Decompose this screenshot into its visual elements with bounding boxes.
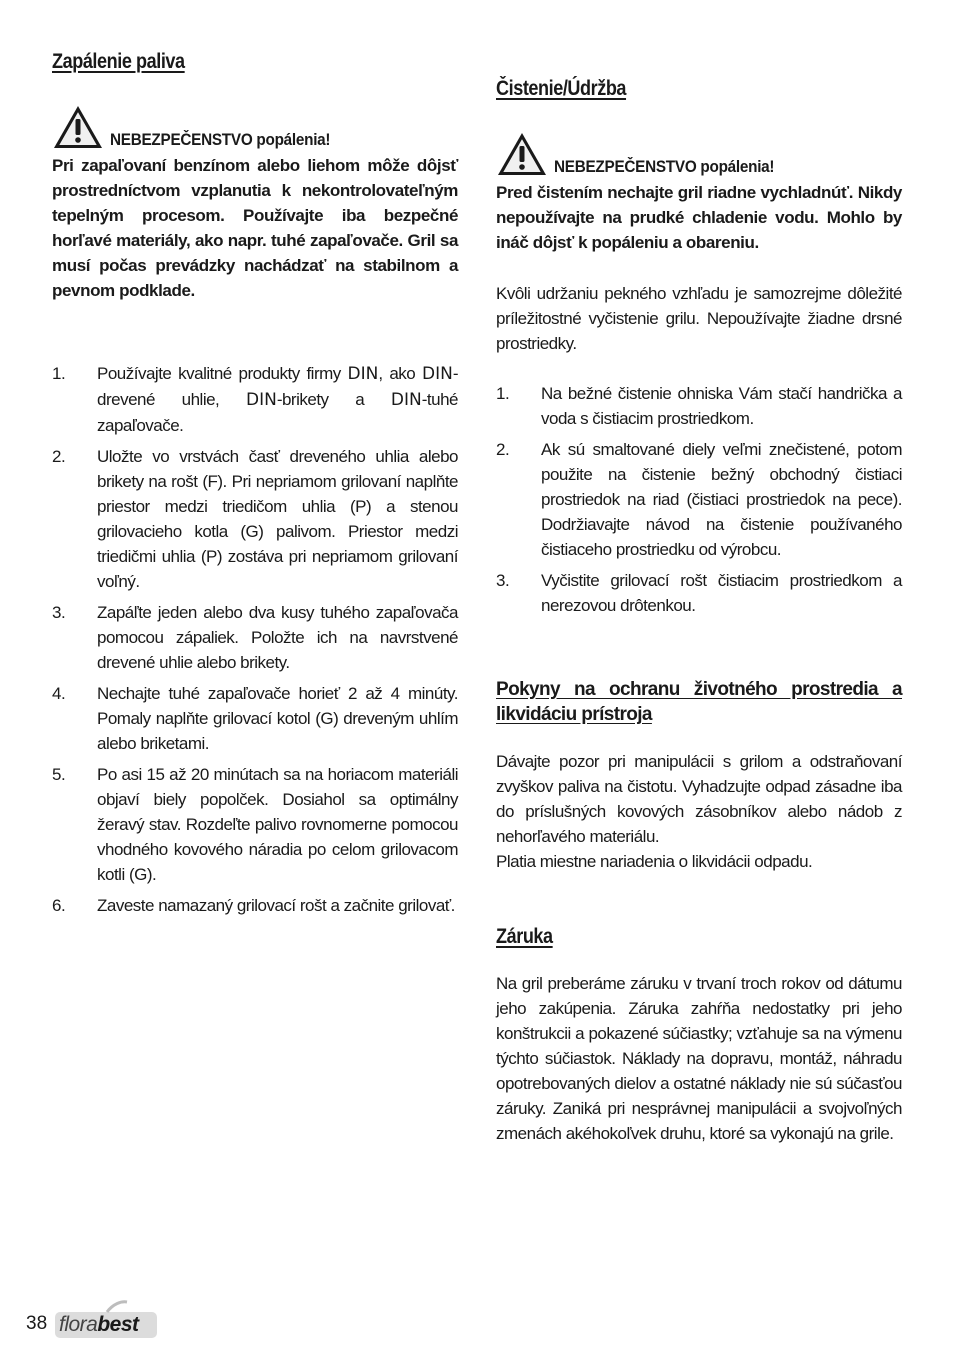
din-mark: DIN: [347, 364, 379, 384]
din-mark: DIN: [245, 390, 277, 410]
heading-cleaning: Čistenie/Údržba: [496, 77, 627, 100]
list-text: Zapáľte jeden alebo dva kusy tuhého zapaľovača pomocou zápaliek. Položte ich na navrstvené drevené uhlie alebo brikety.: [97, 603, 458, 672]
cleaning-steps-list: [496, 381, 902, 624]
warning-text: Pri zapaľovaní benzínom alebo liehom môže dôjsť prostredníctvom vzplanutia k nekontrolovateľným tepelným procesom. Používajte iba bezpečné horľavé materiály, ako napr. tuhé zapaľovače. Gril sa musí počas prevádzky nachádzať na stabilnom a pevnom podklade.: [52, 156, 458, 300]
warranty-text: Na gril preberáme záruku v trvaní troch rokov od dátumu jeho zakúpenia. Záruka zahŕňa nedostatky pri jeho konštrukcii a pokazené súčiastky; vzťahuje sa na výmenu týchto súčiastok. Náklady na dopravu, montáž, náhradu opotrebovaných dielov a ostatné náklady nie sú súčasťou záruky. Zaniká pri nesprávnej manipulácii a svojvoľných zmenách akéhokoľvek druhu, ktoré sa vykonajú na grile.: [496, 974, 902, 1143]
warning-triangle-icon: [52, 104, 104, 150]
list-text: Zaveste namazaný grilovací rošt a začnite grilovať.: [97, 896, 455, 915]
list-item: [496, 381, 902, 431]
warning-box: [496, 127, 902, 255]
list-number: 4.: [52, 684, 66, 703]
list-number: 5.: [52, 765, 66, 784]
cleaning-intro: Kvôli udržaniu pekného vzhľadu je samozrejme dôležité príležitostné vyčistenie grilu. Nepoužívajte žiadne drsné prostriedky.: [496, 284, 902, 353]
page-number: 38: [26, 1313, 48, 1334]
list-number: 1.: [52, 364, 66, 383]
warning-title: NEBEZPEČENSTVO popálenia!: [110, 130, 331, 149]
heading-warranty: Záruka: [496, 925, 553, 948]
list-text: Vyčistite grilovací rošt čistiacim prostriedkom a nerezovou drôtenkou.: [541, 571, 902, 615]
list-item: [496, 437, 902, 562]
list-text: Po asi 15 až 20 minútach sa na horiacom materiáli objaví biely popolček. Dosiahol sa optimálny žeravý stav. Rozdeľte palivo rovnomerne pomocou vhodného kovového náradia po celom grilovacom kotli (G).: [97, 765, 458, 884]
warning-title: NEBEZPEČENSTVO popálenia!: [554, 157, 775, 176]
logo-text-best: best: [97, 1313, 139, 1336]
logo-text-flora: flora: [59, 1313, 98, 1336]
list-number: 2.: [496, 440, 510, 459]
list-text: Uložte vo vrstvách časť dreveného uhlia alebo brikety na rošt (F). Pri nepriamom grilovaní naplňte priestor medzi triedičom uhlia (P) a stenou grilovacieho kotla (G) palivom. Priestor medzi triedičmi uhlia (P) zostáva pri nepriamom grilovaní voľný.: [97, 447, 458, 591]
din-mark: DIN: [421, 364, 453, 384]
list-text: Ak sú smaltované diely veľmi znečistené, potom použite na čistenie bežný obchodný čistiaci prostriedok na riad (čistiaci prostriedok na pece). Dodržiavajte návod na čistenie používaného čistiaceho prostriedku od výrobcu.: [541, 440, 902, 559]
warning-text: Pred čistením nechajte gril riadne vychladnúť. Nikdy nepoužívajte na prudké chladenie vodu. Mohlo by ináč dôjsť k popáleniu a obareniu.: [496, 183, 902, 252]
list-item: [52, 893, 458, 918]
list-number: 2.: [52, 447, 66, 466]
list-number: 3.: [496, 571, 510, 590]
list-number: 3.: [52, 603, 66, 622]
list-item: [52, 681, 458, 756]
list-number: 6.: [52, 896, 66, 915]
list-item: [52, 444, 458, 594]
heading-environment: Pokyny na ochranu životného prostredia a likvidáciu prístroja: [496, 679, 902, 725]
list-text: Na bežné čistenie ohniska Vám stačí handrička a voda s čistiacim prostriedkom.: [541, 384, 902, 428]
list-item: [496, 568, 902, 618]
warning-triangle-icon: [496, 131, 548, 177]
environment-text-2: Platia miestne nariadenia o likvidácii odpadu.: [496, 852, 813, 871]
warning-box: [52, 100, 458, 303]
list-item: [52, 762, 458, 887]
list-number: 1.: [496, 384, 510, 403]
list-item: 1. Používajte kvalitné produkty firmy DIN, ako DIN-drevené uhlie, DIN-brikety a DIN-tuhé zapaľovače.: [52, 361, 458, 438]
list-text: Nechajte tuhé zapaľovače horieť 2 až 4 minúty. Pomaly naplňte grilovací kotol (G) dreveným uhlím alebo briketami.: [97, 684, 458, 753]
list-item: [52, 600, 458, 675]
environment-text: Dávajte pozor pri manipulácii s grilom a odstraňovaní zvyškov paliva na čistotu. Vyhadzujte odpad zásadne iba do príslušných kovových zásobníkov alebo nádob z nehorľavého materiálu.: [496, 752, 902, 846]
heading-fuel-ignition: Zapálenie paliva: [52, 50, 185, 73]
ignition-steps-list: [52, 361, 458, 924]
florabest-logo: [55, 1300, 159, 1340]
din-mark: DIN: [390, 390, 422, 410]
